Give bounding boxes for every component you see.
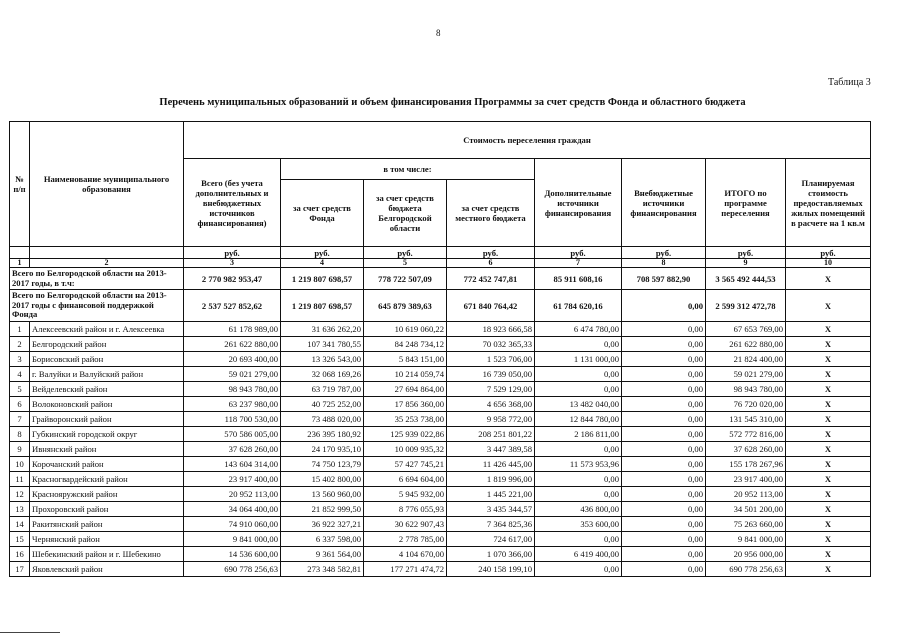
table-row (10, 517, 871, 532)
table-cell-total: 570 586 005,00 (184, 427, 281, 442)
header-num: № п/п (10, 122, 30, 247)
table-cell-mark: X (786, 562, 871, 577)
table-cell-local: 1 445 221,00 (447, 487, 535, 502)
unit-label: руб. (184, 247, 281, 259)
table-row (10, 427, 871, 442)
table-cell-name: Чернянский район (30, 532, 184, 547)
table-cell-extrabudget: 0,00 (622, 487, 706, 502)
table-cell-total: 143 604 314,00 (184, 457, 281, 472)
table-cell-local: 7 529 129,00 (447, 382, 535, 397)
table-cell-name: Грайворонский район (30, 412, 184, 427)
table-cell-name: Красногвардейский район (30, 472, 184, 487)
table-cell-n: 6 (10, 397, 30, 412)
table-cell-regional: 35 253 738,00 (364, 412, 447, 427)
header-local: за счет средств местного бюджета (447, 180, 535, 247)
table-row (10, 502, 871, 517)
table-cell-extrabudget: 0,00 (622, 532, 706, 547)
table-cell-local: 208 251 801,22 (447, 427, 535, 442)
table-cell-total: 98 943 780,00 (184, 382, 281, 397)
table-cell-total: 14 536 600,00 (184, 547, 281, 562)
table-cell-additional: 6 419 400,00 (535, 547, 622, 562)
table-cell-fund: 73 488 020,00 (281, 412, 364, 427)
header-fund: за счет средств Фонда (281, 180, 364, 247)
table-cell-fund: 63 719 787,00 (281, 382, 364, 397)
table-cell-local: 1 523 706,00 (447, 352, 535, 367)
table-cell-extrabudget: 0,00 (622, 412, 706, 427)
table-cell-regional: 17 856 360,00 (364, 397, 447, 412)
total-cell: 85 911 608,16 (535, 268, 622, 290)
table-cell-additional: 1 131 000,00 (535, 352, 622, 367)
table-cell-regional: 10 009 935,32 (364, 442, 447, 457)
table-cell-mark: X (786, 517, 871, 532)
unit-label: руб. (447, 247, 535, 259)
total-cell: 1 219 807 698,57 (281, 290, 364, 322)
table-cell-local: 1 070 366,00 (447, 547, 535, 562)
table-cell-regional: 27 694 864,00 (364, 382, 447, 397)
table-cell-itogo: 572 772 816,00 (706, 427, 786, 442)
table-cell-additional: 0,00 (535, 337, 622, 352)
table-cell-regional: 5 843 151,00 (364, 352, 447, 367)
table-cell-additional: 12 844 780,00 (535, 412, 622, 427)
table-cell-fund: 31 636 262,20 (281, 322, 364, 337)
table-cell-additional: 0,00 (535, 367, 622, 382)
table-cell-total: 61 178 989,00 (184, 322, 281, 337)
table-cell-fund: 273 348 582,81 (281, 562, 364, 577)
table-cell-local: 3 435 344,57 (447, 502, 535, 517)
column-number: 1 (10, 259, 30, 268)
table-cell-n: 1 (10, 322, 30, 337)
header-total: Всего (без учета дополнительных и внебюджетных источников финансирования) (184, 159, 281, 247)
table-cell-fund: 40 725 252,00 (281, 397, 364, 412)
table-cell-name: Ракитянский район (30, 517, 184, 532)
table-cell-name: Вейделевский район (30, 382, 184, 397)
table-cell-total: 37 628 260,00 (184, 442, 281, 457)
table-cell-additional: 2 186 811,00 (535, 427, 622, 442)
header-extrabudget: Внебюджетные источники финансирования (622, 159, 706, 247)
table-cell-mark: X (786, 337, 871, 352)
total-cell: 61 784 620,16 (535, 290, 622, 322)
total-cell: 671 840 764,42 (447, 290, 535, 322)
table-cell-n: 3 (10, 352, 30, 367)
column-number: 8 (622, 259, 706, 268)
table-cell-local: 9 958 772,00 (447, 412, 535, 427)
unit-blank (30, 247, 184, 259)
table-cell-fund: 107 341 780,55 (281, 337, 364, 352)
table-cell-n: 5 (10, 382, 30, 397)
table-cell-name: Волоконовский район (30, 397, 184, 412)
unit-label: руб. (786, 247, 871, 259)
table-cell-itogo: 59 021 279,00 (706, 367, 786, 382)
column-number: 5 (364, 259, 447, 268)
table-cell-name: Шебекинский район и г. Шебекино (30, 547, 184, 562)
table-cell-itogo: 98 943 780,00 (706, 382, 786, 397)
table-cell-local: 11 426 445,00 (447, 457, 535, 472)
table-cell-total: 63 237 980,00 (184, 397, 281, 412)
table-cell-itogo: 20 956 000,00 (706, 547, 786, 562)
table-row (10, 532, 871, 547)
table-cell-name: г. Валуйки и Валуйский район (30, 367, 184, 382)
table-cell-local: 724 617,00 (447, 532, 535, 547)
table-cell-itogo: 23 917 400,00 (706, 472, 786, 487)
table-cell-mark: X (786, 322, 871, 337)
table-cell-local: 4 656 368,00 (447, 397, 535, 412)
table-cell-extrabudget: 0,00 (622, 472, 706, 487)
table-cell-additional: 13 482 040,00 (535, 397, 622, 412)
table-cell-n: 2 (10, 337, 30, 352)
table-cell-regional: 84 248 734,12 (364, 337, 447, 352)
table-cell-mark: X (786, 427, 871, 442)
table-cell-fund: 13 560 960,00 (281, 487, 364, 502)
total-name: Всего по Белгородской области на 2013-2017 годы, в т.ч: (10, 268, 184, 290)
header-regional: за счет средств бюджета Белгородской области (364, 180, 447, 247)
total-row (10, 290, 871, 322)
table-cell-fund: 15 402 800,00 (281, 472, 364, 487)
total-cell: 2 537 527 852,62 (184, 290, 281, 322)
table-cell-extrabudget: 0,00 (622, 337, 706, 352)
table-cell-regional: 177 271 474,72 (364, 562, 447, 577)
table-cell-mark: X (786, 457, 871, 472)
table-cell-extrabudget: 0,00 (622, 352, 706, 367)
table-cell-itogo: 131 545 310,00 (706, 412, 786, 427)
column-number: 3 (184, 259, 281, 268)
table-cell-total: 23 917 400,00 (184, 472, 281, 487)
table-cell-itogo: 76 720 020,00 (706, 397, 786, 412)
table-cell-additional: 0,00 (535, 442, 622, 457)
total-cell: 2 770 982 953,47 (184, 268, 281, 290)
table-cell-itogo: 9 841 000,00 (706, 532, 786, 547)
total-cell: 645 879 389,63 (364, 290, 447, 322)
unit-label: руб. (706, 247, 786, 259)
table-row (10, 562, 871, 577)
table-cell-extrabudget: 0,00 (622, 427, 706, 442)
table-cell-additional: 0,00 (535, 382, 622, 397)
total-cell: 3 565 492 444,53 (706, 268, 786, 290)
table-cell-total: 20 952 113,00 (184, 487, 281, 502)
unit-label: руб. (281, 247, 364, 259)
column-number: 4 (281, 259, 364, 268)
table-cell-extrabudget: 0,00 (622, 382, 706, 397)
unit-label: руб. (364, 247, 447, 259)
table-cell-total: 59 021 279,00 (184, 367, 281, 382)
header-itogo: ИТОГО по программе переселения (706, 159, 786, 247)
unit-label: руб. (622, 247, 706, 259)
table-row (10, 352, 871, 367)
table-cell-name: Яковлевский район (30, 562, 184, 577)
table-row (10, 322, 871, 337)
table-cell-regional: 125 939 022,86 (364, 427, 447, 442)
table-cell-extrabudget: 0,00 (622, 457, 706, 472)
table-row (10, 382, 871, 397)
table-cell-additional: 6 474 780,00 (535, 322, 622, 337)
header-cost-group: Стоимость переселения граждан (184, 122, 871, 159)
table-cell-name: Краснояружский район (30, 487, 184, 502)
table-cell-n: 15 (10, 532, 30, 547)
table-cell-name: Прохоровский район (30, 502, 184, 517)
table-cell-additional: 0,00 (535, 562, 622, 577)
table-cell-total: 9 841 000,00 (184, 532, 281, 547)
table-cell-mark: X (786, 502, 871, 517)
table-label: Таблица 3 (828, 77, 871, 88)
total-cell: 778 722 507,09 (364, 268, 447, 290)
table-cell-extrabudget: 0,00 (622, 547, 706, 562)
table-cell-name: Белгородский район (30, 337, 184, 352)
table-cell-total: 20 693 400,00 (184, 352, 281, 367)
table-cell-n: 9 (10, 442, 30, 457)
table-cell-mark: X (786, 412, 871, 427)
table-cell-additional: 0,00 (535, 472, 622, 487)
table-cell-fund: 32 068 169,26 (281, 367, 364, 382)
table-cell-total: 74 910 060,00 (184, 517, 281, 532)
table-row (10, 367, 871, 382)
table-cell-itogo: 21 824 400,00 (706, 352, 786, 367)
table-row (10, 397, 871, 412)
table-cell-fund: 74 750 123,79 (281, 457, 364, 472)
table-cell-n: 14 (10, 517, 30, 532)
table-cell-name: Корочанский район (30, 457, 184, 472)
header-additional: Дополнительные источники финансирования (535, 159, 622, 247)
table-row (10, 337, 871, 352)
column-number: 9 (706, 259, 786, 268)
total-cell: 1 219 807 698,57 (281, 268, 364, 290)
table-cell-regional: 10 619 060,22 (364, 322, 447, 337)
table-cell-regional: 6 694 604,00 (364, 472, 447, 487)
total-cell: 0,00 (622, 290, 706, 322)
table-cell-regional: 2 778 785,00 (364, 532, 447, 547)
total-cell: 772 452 747,81 (447, 268, 535, 290)
table-cell-n: 4 (10, 367, 30, 382)
table-row (10, 487, 871, 502)
table-cell-fund: 6 337 598,00 (281, 532, 364, 547)
table-cell-additional: 11 573 953,96 (535, 457, 622, 472)
table-cell-name: Ивнянский район (30, 442, 184, 457)
table-cell-local: 1 819 996,00 (447, 472, 535, 487)
table-cell-additional: 353 600,00 (535, 517, 622, 532)
table-cell-fund: 9 361 564,00 (281, 547, 364, 562)
table-cell-name: Борисовский район (30, 352, 184, 367)
table-cell-regional: 4 104 670,00 (364, 547, 447, 562)
unit-blank (10, 247, 30, 259)
table-cell-name: Алексеевский район и г. Алексеевка (30, 322, 184, 337)
table-cell-itogo: 67 653 769,00 (706, 322, 786, 337)
financing-table (9, 121, 871, 577)
total-row (10, 268, 871, 290)
table-cell-extrabudget: 0,00 (622, 322, 706, 337)
total-cell: 708 597 882,90 (622, 268, 706, 290)
table-cell-mark: X (786, 442, 871, 457)
table-cell-n: 7 (10, 412, 30, 427)
table-cell-n: 16 (10, 547, 30, 562)
table-cell-local: 7 364 825,36 (447, 517, 535, 532)
table-cell-regional: 30 622 907,43 (364, 517, 447, 532)
table-cell-itogo: 690 778 256,63 (706, 562, 786, 577)
table-cell-fund: 21 852 999,50 (281, 502, 364, 517)
table-cell-local: 3 447 389,58 (447, 442, 535, 457)
table-cell-mark: X (786, 367, 871, 382)
table-cell-n: 12 (10, 487, 30, 502)
table-cell-itogo: 261 622 880,00 (706, 337, 786, 352)
unit-label: руб. (535, 247, 622, 259)
table-cell-local: 240 158 199,10 (447, 562, 535, 577)
table-cell-mark: X (786, 547, 871, 562)
table-cell-regional: 10 214 059,74 (364, 367, 447, 382)
table-cell-n: 11 (10, 472, 30, 487)
header-planned: Планируемая стоимость предоставляемых жилых помещений в расчете на 1 кв.м (786, 159, 871, 247)
table-cell-n: 10 (10, 457, 30, 472)
table-cell-extrabudget: 0,00 (622, 502, 706, 517)
table-cell-itogo: 75 263 660,00 (706, 517, 786, 532)
total-mark: X (786, 290, 871, 322)
table-cell-fund: 236 395 180,92 (281, 427, 364, 442)
table-cell-total: 690 778 256,63 (184, 562, 281, 577)
table-cell-name: Губкинский городской округ (30, 427, 184, 442)
table-cell-additional: 0,00 (535, 487, 622, 502)
table-cell-mark: X (786, 352, 871, 367)
table-cell-n: 17 (10, 562, 30, 577)
table-row (10, 442, 871, 457)
table-cell-mark: X (786, 382, 871, 397)
table-cell-additional: 0,00 (535, 532, 622, 547)
column-number: 2 (30, 259, 184, 268)
header-name: Наименование муниципального образования (30, 122, 184, 247)
table-cell-local: 16 739 050,00 (447, 367, 535, 382)
table-cell-mark: X (786, 487, 871, 502)
footer-rule (0, 632, 60, 633)
table-cell-n: 8 (10, 427, 30, 442)
table-row (10, 472, 871, 487)
total-mark: X (786, 268, 871, 290)
table-cell-fund: 24 170 935,10 (281, 442, 364, 457)
table-cell-extrabudget: 0,00 (622, 397, 706, 412)
table-cell-extrabudget: 0,00 (622, 562, 706, 577)
table-cell-local: 70 032 365,33 (447, 337, 535, 352)
table-cell-itogo: 20 952 113,00 (706, 487, 786, 502)
table-cell-extrabudget: 0,00 (622, 442, 706, 457)
table-cell-total: 34 064 400,00 (184, 502, 281, 517)
table-cell-extrabudget: 0,00 (622, 367, 706, 382)
column-number: 10 (786, 259, 871, 268)
table-row (10, 457, 871, 472)
total-name: Всего по Белгородской области на 2013-2017 годы с финансовой поддержкой Фонда (10, 290, 184, 322)
table-row (10, 412, 871, 427)
page-title: Перечень муниципальных образований и объем финансирования Программы за счет средств Фонда и областного бюджета (159, 97, 746, 108)
total-cell: 2 599 312 472,78 (706, 290, 786, 322)
column-number: 6 (447, 259, 535, 268)
table-cell-local: 18 923 666,58 (447, 322, 535, 337)
table-cell-fund: 36 922 327,21 (281, 517, 364, 532)
column-number: 7 (535, 259, 622, 268)
table-cell-regional: 57 427 745,21 (364, 457, 447, 472)
table-cell-mark: X (786, 472, 871, 487)
table-cell-regional: 5 945 932,00 (364, 487, 447, 502)
header-including: в том числе: (281, 159, 535, 180)
table-cell-additional: 436 800,00 (535, 502, 622, 517)
table-cell-mark: X (786, 532, 871, 547)
table-cell-itogo: 155 178 267,96 (706, 457, 786, 472)
table-cell-total: 261 622 880,00 (184, 337, 281, 352)
table-cell-extrabudget: 0,00 (622, 517, 706, 532)
table-cell-n: 13 (10, 502, 30, 517)
table-cell-regional: 8 776 055,93 (364, 502, 447, 517)
table-row (10, 547, 871, 562)
table-cell-itogo: 37 628 260,00 (706, 442, 786, 457)
table-cell-total: 118 700 530,00 (184, 412, 281, 427)
page-number: 8 (436, 28, 441, 38)
table-cell-mark: X (786, 397, 871, 412)
table-cell-fund: 13 326 543,00 (281, 352, 364, 367)
table-cell-itogo: 34 501 200,00 (706, 502, 786, 517)
